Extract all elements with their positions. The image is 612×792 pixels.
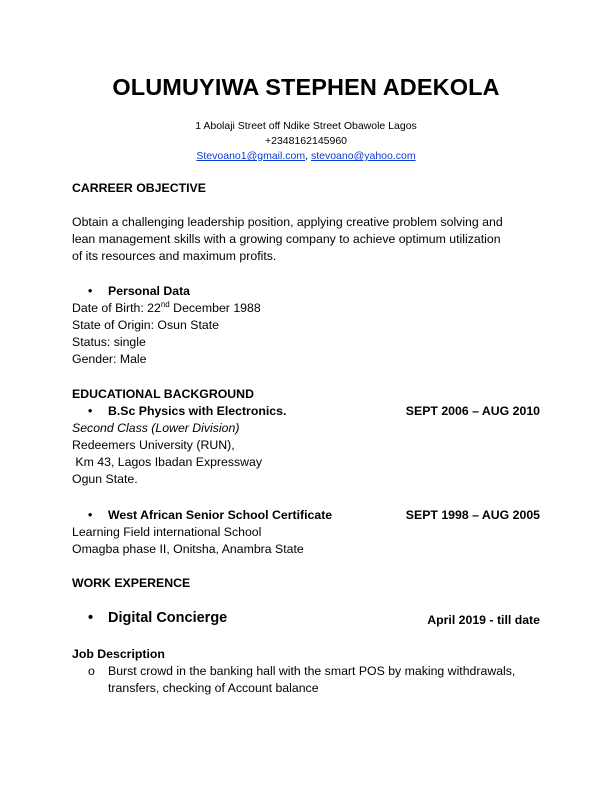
email-link-1[interactable]: Stevoano1@gmail.com	[196, 150, 306, 162]
gender: Gender: Male	[72, 352, 147, 366]
job-dates: April 2019 - till date	[427, 613, 540, 627]
job-desc-line: transfers, checking of Account balance	[108, 681, 319, 695]
address: 1 Abolaji Street off Ndike Street Obawole Lagos	[195, 120, 417, 132]
school-line: Redeemers University (RUN),	[72, 438, 235, 452]
emails	[0, 150, 612, 162]
job-title: Digital Concierge	[108, 610, 228, 626]
school-line: Km 43, Lagos Ibadan Expressway	[72, 455, 263, 469]
bullet-icon: •	[88, 284, 93, 298]
objective-line: of its resources and maximum profits.	[72, 249, 277, 263]
bullet-icon: •	[88, 508, 93, 522]
certificate-dates: SEPT 1998 – AUG 2005	[405, 508, 540, 522]
certificate-title: West African Senior School Certificate	[108, 508, 333, 522]
candidate-name: OLUMUYIWA STEPHEN ADEKOLA	[112, 74, 500, 100]
school-line: Omagba phase II, Onitsha, Anambra State	[72, 542, 304, 556]
objective-line: lean management skills with a growing company to achieve optimum utilization	[72, 232, 501, 246]
objective-heading: CARREER OBJECTIVE	[72, 181, 206, 195]
education-item-2	[72, 507, 540, 524]
bullet-icon: •	[88, 610, 94, 626]
work-item	[72, 610, 540, 629]
school-line: Ogun State.	[72, 472, 138, 486]
school-line: Learning Field international School	[72, 525, 262, 539]
circle-bullet-icon: o	[88, 664, 95, 678]
objective-text	[72, 214, 540, 265]
dob: Date of Birth: 22nd December 1988	[72, 299, 261, 315]
state-of-origin: State of Origin: Osun State	[72, 318, 219, 332]
phone: +2348162145960	[264, 135, 348, 147]
personal-section	[72, 283, 540, 368]
education-heading: EDUCATIONAL BACKGROUND	[72, 387, 254, 401]
objective-line: Obtain a challenging leadership position, applying creative problem solving and	[72, 215, 503, 229]
degree-dates: SEPT 2006 – AUG 2010	[405, 404, 540, 418]
job-desc-line: Burst crowd in the banking hall with the smart POS by making withdrawals,	[108, 664, 516, 678]
personal-heading: Personal Data	[108, 284, 191, 298]
degree-grade: Second Class (Lower Division)	[72, 421, 240, 435]
education-item-2-block	[72, 507, 540, 558]
bullet-icon: •	[88, 404, 93, 418]
email-separator: ,	[305, 150, 311, 162]
marital-status: Status: single	[72, 335, 146, 349]
email-link-2[interactable]: stevoano@yahoo.com	[310, 150, 416, 162]
job-description	[72, 663, 540, 697]
education-item-1	[72, 403, 540, 420]
work-heading: WORK EXPERENCE	[72, 576, 191, 590]
education-section	[72, 386, 540, 488]
degree-title: B.Sc Physics with Electronics.	[108, 404, 287, 418]
job-description-heading: Job Description	[72, 647, 165, 661]
